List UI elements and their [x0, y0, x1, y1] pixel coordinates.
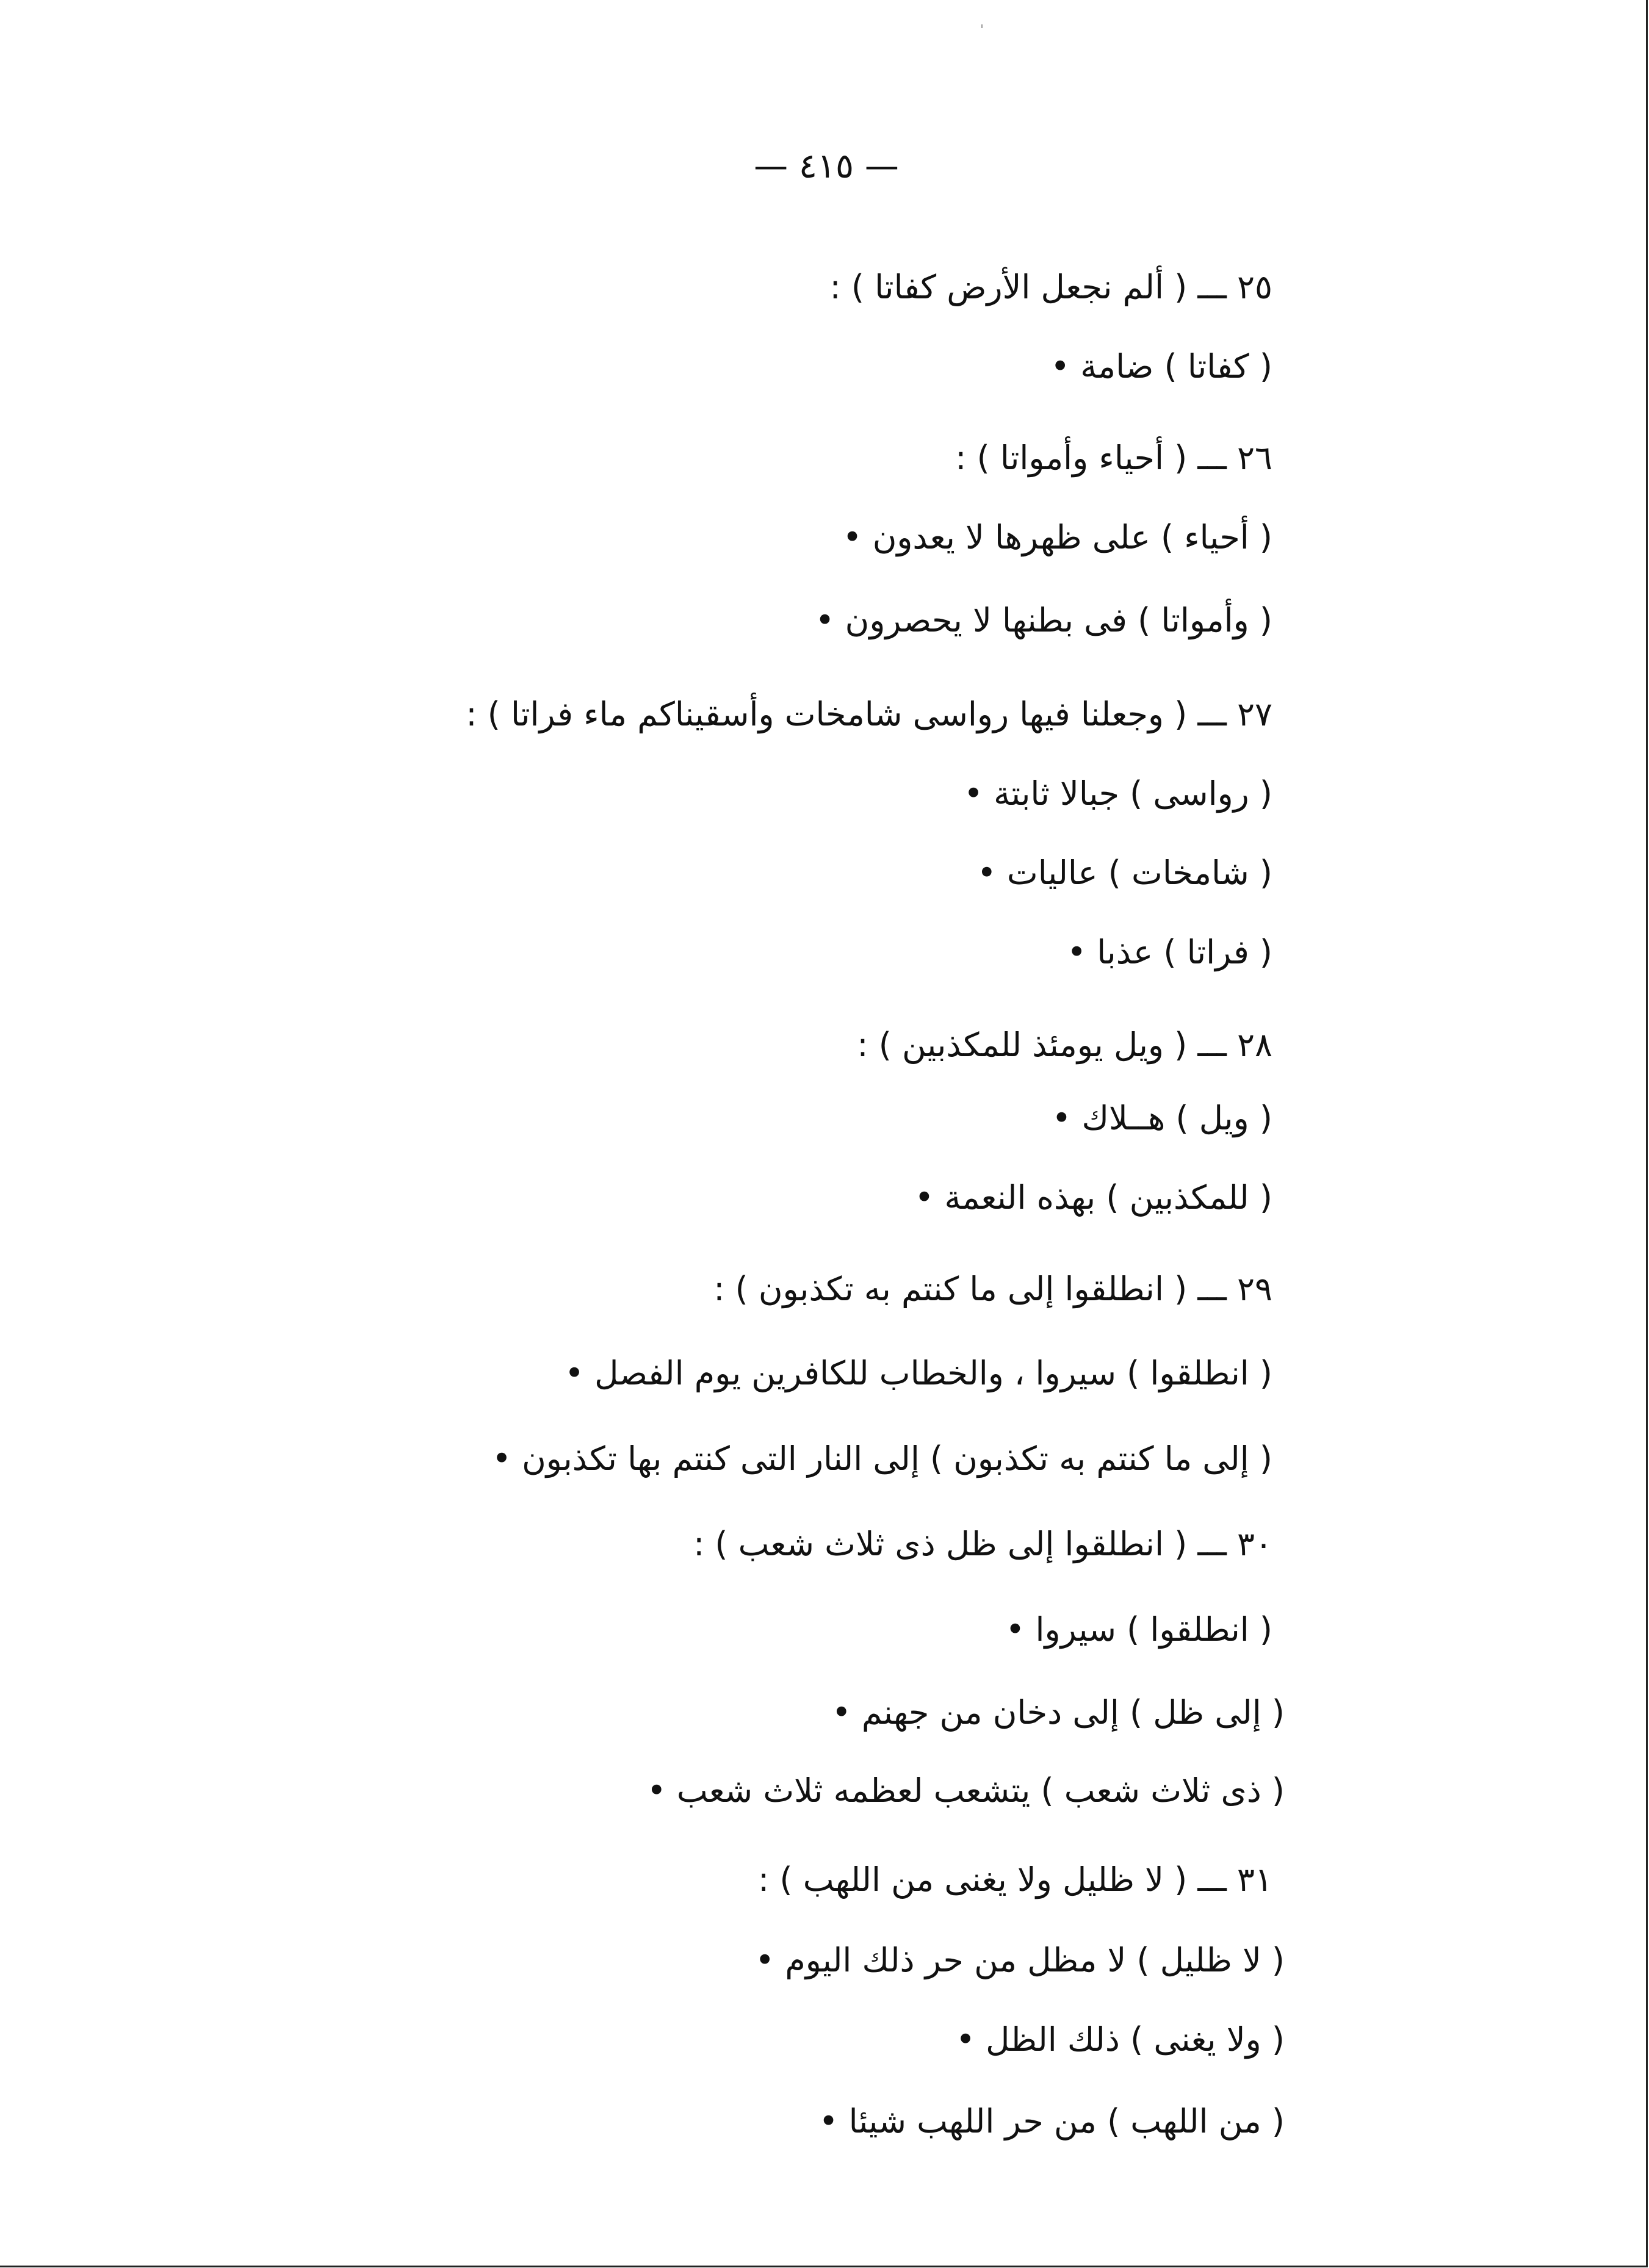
verse-heading-28: ٢٨ ـــ ( ويل يومئذ للمكذبين ) : [857, 1026, 1272, 1064]
verse-heading-31: ٣١ ـــ ( لا ظليل ولا يغنى من اللهب ) : [758, 1860, 1272, 1899]
gloss-line: ( شامخات ) عاليات • [976, 854, 1272, 892]
gloss-line: ( للمكذبين ) بهذه النعمة • [914, 1178, 1272, 1217]
verse-heading-27: ٢٧ ـــ ( وجعلنا فيها رواسى شامخات وأسقيناكم ماء فراتا ) : [466, 695, 1272, 733]
gloss-line: ( من اللهب ) من حر اللهب شيئا • [818, 2102, 1285, 2140]
verse-heading-26: ٢٦ ـــ ( أحياء وأمواتا ) : [955, 439, 1272, 477]
gloss-line: ( ويل ) هــلاك • [1052, 1099, 1272, 1137]
verse-heading-30: ٣٠ ـــ ( انطلقوا إلى ظل ذى ثلاث شعب ) : [693, 1525, 1272, 1563]
gloss-line: ( ذى ثلاث شعب ) يتشعب لعظمه ثلاث شعب • [646, 1771, 1285, 1810]
page-number: — ٤١٥ — [754, 146, 899, 186]
gloss-line: ( رواسى ) جبالا ثابتة • [964, 774, 1272, 813]
gloss-line: ( انطلقوا ) سيروا ، والخطاب للكافرين يوم الفصل • [565, 1354, 1272, 1392]
gloss-line: ( كفاتا ) ضامة • [1050, 347, 1272, 386]
gloss-line: ( فراتا ) عذبا • [1067, 933, 1272, 971]
gloss-line: ( انطلقوا ) سيروا • [1005, 1610, 1272, 1649]
gloss-line: ( إلى ظل ) إلى دخان من جهنم • [831, 1693, 1285, 1732]
verse-heading-25: ٢٥ ـــ ( ألم نجعل الأرض كفاتا ) : [829, 268, 1272, 306]
gloss-line: ( إلى ما كنتم به تكذبون ) إلى النار التى كنتم بها تكذبون • [492, 1439, 1272, 1478]
gloss-line: ( لا ظليل ) لا مظل من حر ذلك اليوم • [755, 1941, 1285, 1979]
gloss-line: ( وأمواتا ) فى بطنها لا يحصرون • [815, 601, 1272, 639]
scan-mark [981, 24, 983, 28]
verse-heading-29: ٢٩ ـــ ( انطلقوا إلى ما كنتم به تكذبون ) : [713, 1270, 1272, 1308]
gloss-line: ( ولا يغنى ) ذلك الظل • [956, 2020, 1285, 2059]
gloss-line: ( أحياء ) على ظهرها لا يعدون • [842, 518, 1272, 556]
